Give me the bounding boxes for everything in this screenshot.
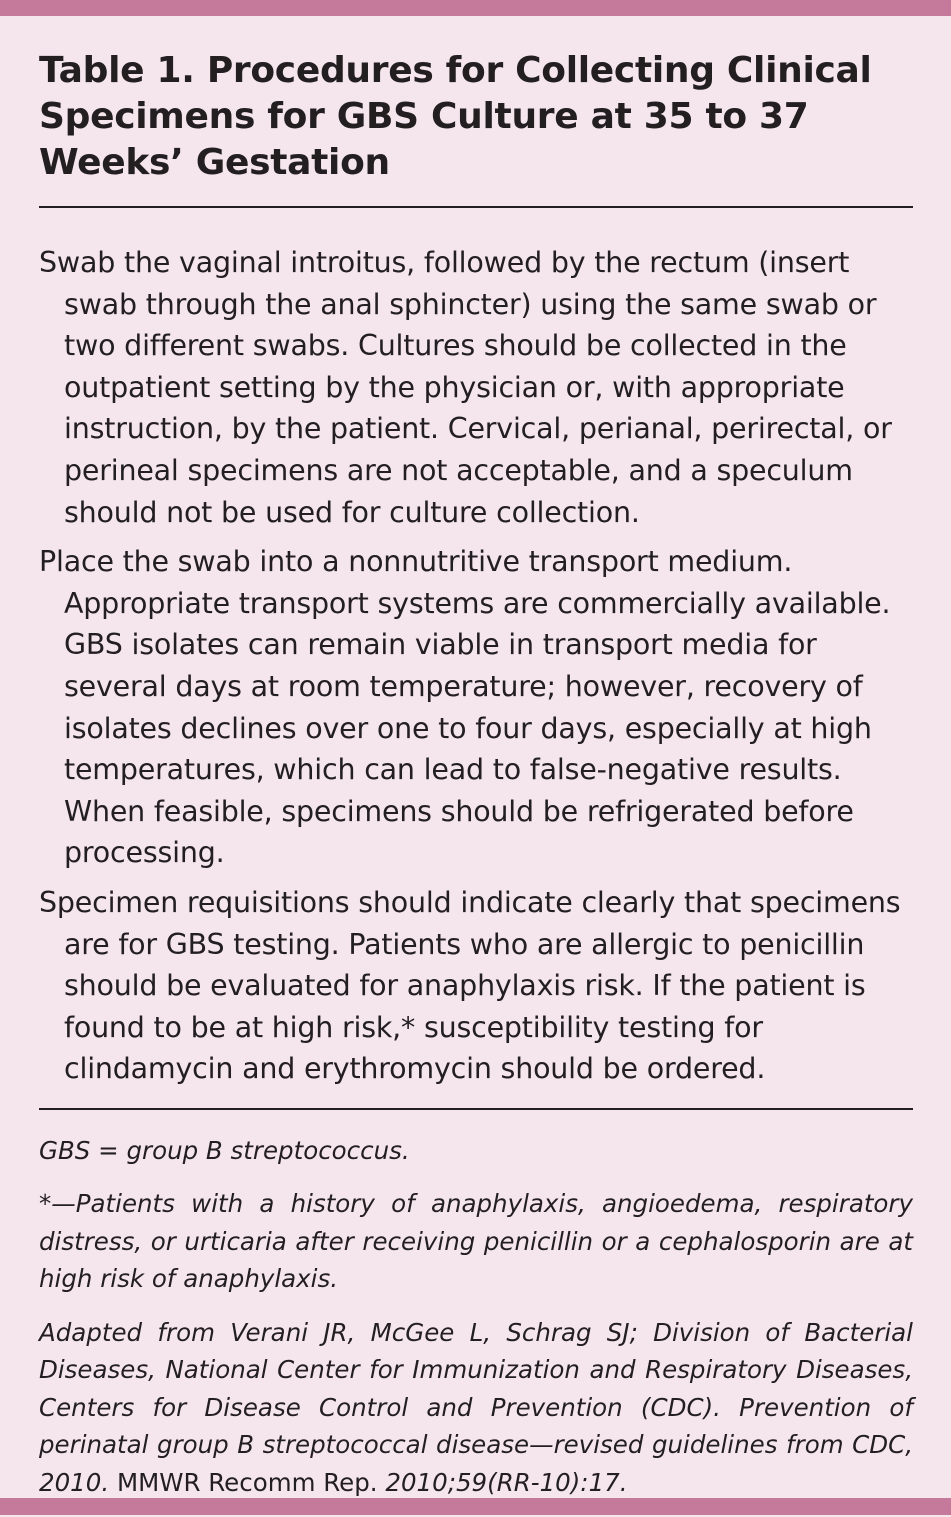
procedure-item: Swab the vaginal introitus, followed by the rectum (insert swab through the anal sphincter) using the same swab or two different swabs. Cultures should be collected in the outpatient setting by the physician or, with appropriate instruction, by the patient. Cervical, perianal, perirectal, or perineal specimens are not acceptable, and a speculum should not be used for culture collection. (39, 246, 892, 529)
table-title: Table 1. Procedures for Collecting Clinical Specimens for GBS Culture at 35 to 37 Weeks’ Gestation (39, 50, 872, 183)
divider (39, 1108, 913, 1110)
procedure-list (39, 242, 913, 1090)
source-citation: 2010;59(RR-10):17. (377, 1467, 628, 1497)
footnotes (39, 1132, 913, 1502)
source-note (39, 1314, 913, 1502)
source-journal: MMWR Recomm Rep. (116, 1467, 378, 1497)
asterisk-note: *—Patients with a history of anaphylaxis, angioedema, respiratory distress, or urticaria after receiving penicillin or a cephalosporin are at high risk of anaphylaxis. (39, 1189, 913, 1294)
top-accent-bar (0, 0, 951, 16)
procedure-item: Place the swab into a nonnutritive transport medium. Appropriate transport systems are commercially available. GBS isolates can remain viable in transport media for several days at room temperature; however, recovery of isolates declines over one to four days, especially at high temperatures, which can lead to false-negative results. When feasible, specimens should be refrigerated before processing. (39, 545, 891, 870)
table-box (39, 48, 913, 1517)
source-text: Adapted from Verani JR, McGee L, Schrag SJ; Division of Bacterial Diseases, National Center for Immunization and Respiratory Diseases, Centers for Disease Control and Prevention (CDC). Prevention of perinatal group B streptococcal disease—revised guidelines from CDC, 2010. (39, 1317, 913, 1497)
divider (39, 206, 913, 208)
procedure-item: Specimen requisitions should indicate clearly that specimens are for GBS testing. Patients who are allergic to penicillin should be evaluated for anaphylaxis risk. If the patient is found to be at high risk,* susceptibility testing for clindamycin and erythromycin should be ordered. (39, 885, 901, 1086)
abbreviation-note: GBS = group B streptococcus. (39, 1135, 410, 1165)
bottom-accent-bar (0, 1498, 951, 1515)
